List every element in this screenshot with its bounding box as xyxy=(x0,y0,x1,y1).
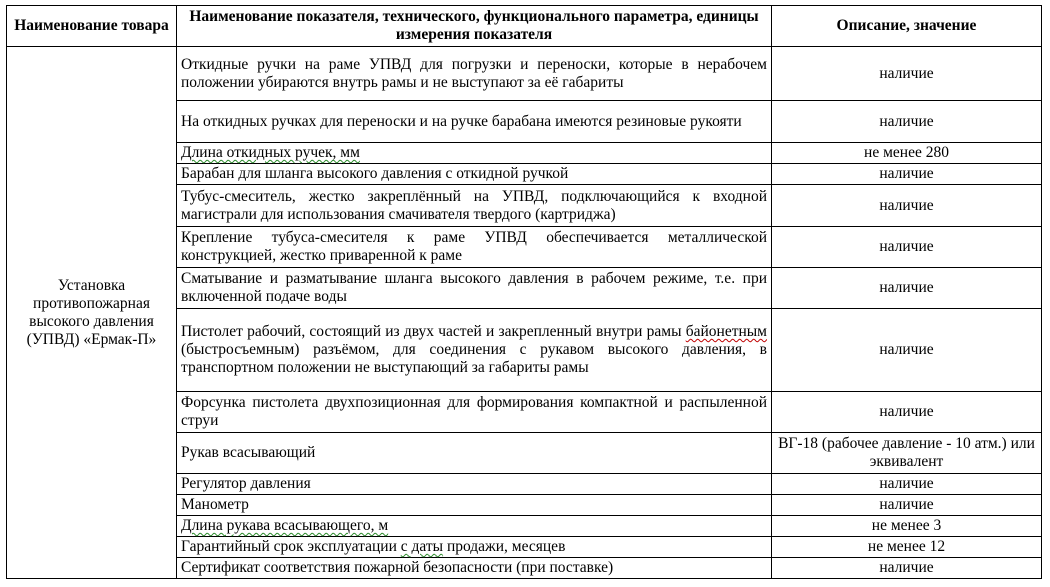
param-cell xyxy=(177,309,772,392)
param-cell: Рукав всасывающий xyxy=(177,433,772,474)
value-cell: наличие xyxy=(772,47,1042,101)
value-cell: наличие xyxy=(772,309,1042,392)
value-cell: не менее 3 xyxy=(772,516,1042,537)
value-cell: наличие xyxy=(772,495,1042,516)
param-text-part: Гарантийный срок эксплуатации xyxy=(181,538,401,555)
value-cell: наличие xyxy=(772,392,1042,433)
param-cell: Регулятор давления xyxy=(177,474,772,495)
param-cell: На откидных ручках для переноски и на ручке барабана имеются резиновые рукояти xyxy=(177,101,772,143)
param-cell: Барабан для шланга высокого давления с откидной ручкой xyxy=(177,164,772,185)
param-text-part: байонетным xyxy=(685,323,767,340)
param-cell: Сертификат соответствия пожарной безопасности (при поставке) xyxy=(177,558,772,579)
param-cell: Манометр xyxy=(177,495,772,516)
value-cell: наличие xyxy=(772,101,1042,143)
param-text-part: продажи, месяцев xyxy=(443,538,566,555)
specification-table xyxy=(6,5,1042,579)
value-cell: наличие xyxy=(772,227,1042,268)
param-cell: Сматывание и разматывание шланга высокого давления в рабочем режиме, т.е. при включенной подаче воды xyxy=(177,268,772,309)
header-parameter: Наименование показателя, технического, функционального параметра, единицы измерения показателя xyxy=(177,6,772,47)
table-row xyxy=(7,47,1042,101)
value-cell: наличие xyxy=(772,558,1042,579)
value-cell: ВГ-18 (рабочее давление - 10 атм.) или эквивалент xyxy=(772,433,1042,474)
param-cell xyxy=(177,537,772,558)
param-text: Длина откидных ручек, мм xyxy=(181,144,360,161)
value-cell: наличие xyxy=(772,164,1042,185)
param-cell: Форсунка пистолета двухпозиционная для формирования компактной и распыленной струи xyxy=(177,392,772,433)
value-cell: не менее 12 xyxy=(772,537,1042,558)
param-cell xyxy=(177,143,772,164)
value-cell: наличие xyxy=(772,185,1042,227)
param-text: Длина рукава всасывающего, м xyxy=(181,517,389,534)
param-cell: Тубус-смеситель, жестко закреплённый на УПВД, подключающийся к входной магистрали для использования смачивателя твердого (картриджа) xyxy=(177,185,772,227)
header-product: Наименование товара xyxy=(7,6,177,47)
param-cell: Крепление тубуса-смесителя к раме УПВД обеспечивается металлической конструкцией, жестко приваренной к раме xyxy=(177,227,772,268)
param-text-part: (быстросъемным) разъёмом, для соединения с рукавом высокого давления, в транспортном положении не выступающий за габариты рамы xyxy=(181,341,767,376)
param-cell xyxy=(177,516,772,537)
value-cell: не менее 280 xyxy=(772,143,1042,164)
param-text-part: с даты xyxy=(400,538,444,555)
product-name-cell: Установка противопожарная высокого давления (УПВД) «Ермак-П» xyxy=(7,47,177,579)
table-header-row xyxy=(7,6,1042,47)
param-text-part: Пистолет рабочий, состоящий из двух частей и закрепленный внутри рамы xyxy=(181,323,686,340)
value-cell: наличие xyxy=(772,268,1042,309)
header-value: Описание, значение xyxy=(772,6,1042,47)
param-cell: Откидные ручки на раме УПВД для погрузки и переноски, которые в нерабочем положении убираются внутрь рамы и не выступают за её габариты xyxy=(177,47,772,101)
value-cell: наличие xyxy=(772,474,1042,495)
